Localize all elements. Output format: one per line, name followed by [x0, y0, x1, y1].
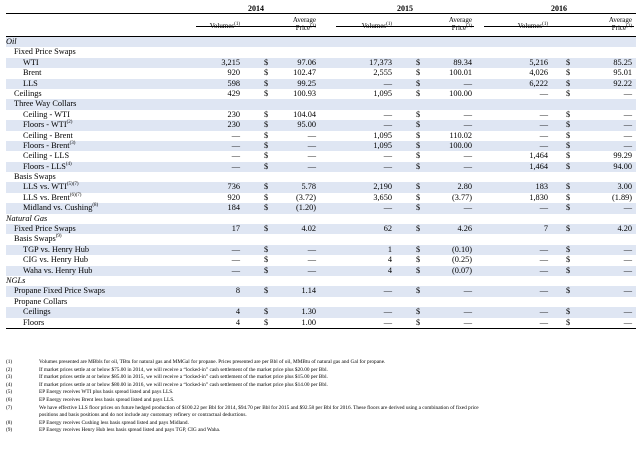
table-cell: — — [383, 78, 392, 88]
table-cell: 100.93 — [293, 88, 316, 98]
table-cell: $ — [416, 307, 421, 317]
table-cell: — — [463, 307, 472, 317]
table-cell: $ — [264, 57, 269, 67]
row-label: Floors - LLS$^{(4)}$ — [23, 161, 72, 171]
table-cell: — — [539, 120, 548, 130]
table-cell: $ — [566, 255, 571, 265]
table-cell: — — [231, 255, 240, 265]
table-cell: 598 — [227, 78, 240, 88]
table-cell: — — [623, 286, 632, 296]
row-label: WTI — [23, 57, 39, 67]
table-cell: 17 — [231, 224, 240, 234]
table-cell: (0.25) — [451, 255, 472, 265]
table-cell: 104.04 — [293, 109, 316, 119]
footnote-number: (3) — [6, 374, 13, 381]
table-cell: $ — [566, 182, 571, 192]
table-cell: $ — [416, 78, 421, 88]
table-cell: — — [623, 244, 632, 254]
table-cell: $ — [416, 130, 421, 140]
table-cell: $ — [416, 151, 421, 161]
table-cell: $ — [566, 265, 571, 275]
table-cell: 89.34 — [453, 57, 472, 67]
table-cell: $ — [264, 78, 269, 88]
table-cell: 4 — [387, 255, 392, 265]
table-cell: $ — [416, 57, 421, 67]
table-cell: — — [539, 286, 548, 296]
col-volumes-2015: Volumes$^{(1)}$ — [361, 22, 392, 30]
table-cell: $ — [416, 203, 421, 213]
footnote-text: EP Energy receives Cushing less basis spread listed and pays Midland. — [39, 419, 189, 426]
table-cell: $ — [566, 120, 571, 130]
table-cell: $ — [264, 192, 269, 202]
table-cell: — — [463, 120, 472, 130]
table-cell: — — [539, 88, 548, 98]
year-2015: 2015 — [397, 4, 413, 13]
table-cell: 100.00 — [449, 140, 472, 150]
footnote — [6, 359, 634, 367]
table-cell: $ — [566, 130, 571, 140]
table-cell: $ — [566, 68, 571, 78]
table-cell: 3,215 — [221, 57, 240, 67]
table-cell: — — [307, 140, 316, 150]
table-cell: $ — [264, 130, 269, 140]
table-cell: — — [539, 255, 548, 265]
table-cell: — — [231, 244, 240, 254]
row-label: NGLs — [6, 275, 26, 285]
col-avg-price-2014: Average Price$^{(1)}$ — [292, 16, 316, 32]
footnote-number: (2) — [6, 366, 13, 373]
footnote — [6, 382, 634, 390]
row-label: Propane Collars — [14, 296, 68, 306]
table-cell: — — [623, 140, 632, 150]
table-cell: $ — [416, 120, 421, 130]
table-row — [6, 79, 636, 89]
table-cell: — — [539, 307, 548, 317]
table-row — [6, 224, 636, 234]
table-cell: 102.47 — [293, 68, 316, 78]
table-cell: 3,650 — [373, 192, 392, 202]
table-cell: $ — [416, 317, 421, 327]
table-cell: — — [231, 265, 240, 275]
table-cell: $ — [566, 140, 571, 150]
table-cell: $ — [566, 224, 571, 234]
table-cell: $ — [416, 68, 421, 78]
row-label: Basis Swaps — [14, 172, 56, 182]
table-cell: (0.10) — [451, 244, 472, 254]
row-label: Waha vs. Henry Hub — [23, 265, 93, 275]
table-row — [6, 47, 636, 57]
table-row — [6, 110, 636, 120]
table-cell: (3.72) — [295, 192, 316, 202]
table-cell: — — [463, 317, 472, 327]
table-cell: $ — [264, 224, 269, 234]
footnote-text: positions and basis positions and do not include any customary refinery or contractual deductions. — [39, 412, 247, 419]
table-cell: — — [623, 109, 632, 119]
column-header-row — [6, 13, 636, 36]
table-cell: $ — [264, 317, 269, 327]
footnote-text: EP Energy receives Henry Hub less basis spread listed and pays TGP, CIG and Waha. — [39, 427, 221, 434]
table-cell: — — [623, 203, 632, 213]
table-cell: — — [383, 161, 392, 171]
table-cell: — — [623, 265, 632, 275]
footnote — [6, 389, 634, 397]
table-row — [6, 297, 636, 307]
hedge-table — [6, 4, 636, 329]
table-cell: 1.14 — [301, 286, 316, 296]
table-cell: (1.20) — [295, 203, 316, 213]
footnote-text: Volumes presented are MBbls for oil, TBtu for natural gas and MMGal for propane. Prices presented are per Bbl of oil, MMBtu of natural gas and Gal for propane. — [39, 359, 386, 365]
table-cell: — — [463, 109, 472, 119]
table-cell: 7 — [543, 224, 548, 234]
table-cell: $ — [264, 265, 269, 275]
footnote-number: (1) — [6, 359, 13, 365]
table-cell: $ — [416, 140, 421, 150]
table-cell: 17,373 — [369, 57, 392, 67]
table-cell: — — [307, 244, 316, 254]
table-cell: $ — [264, 109, 269, 119]
table-cell: 4,026 — [529, 68, 548, 78]
footnote-number: (8) — [6, 419, 13, 426]
table-bottom-rule — [6, 328, 636, 329]
table-cell: $ — [264, 120, 269, 130]
table-cell: 62 — [383, 224, 392, 234]
table-row — [6, 89, 636, 99]
row-label: Floors — [23, 317, 45, 327]
table-cell: $ — [566, 88, 571, 98]
table-cell: $ — [264, 161, 269, 171]
table-cell: $ — [566, 286, 571, 296]
table-cell: — — [539, 203, 548, 213]
table-cell: — — [623, 307, 632, 317]
table-cell: 2.80 — [457, 182, 472, 192]
table-cell: 230 — [227, 109, 240, 119]
table-row — [6, 276, 636, 286]
table-cell: 920 — [227, 192, 240, 202]
table-cell: 1,095 — [373, 140, 392, 150]
footnote-text: If market prices settle at or below $75.00 in 2014, we will receive a “locked-in” cash settlement of the market price plus $20.00 per Bbl. — [39, 366, 328, 373]
row-label: Floors - WTI$^{(2)}$ — [23, 120, 73, 130]
footnote-number: (5) — [6, 389, 13, 396]
table-cell: $ — [416, 286, 421, 296]
row-label: LLS vs. Brent$^{(6)(7)}$ — [23, 192, 82, 202]
table-cell: $ — [416, 244, 421, 254]
table-cell: $ — [416, 224, 421, 234]
row-label: Ceiling - Brent — [23, 130, 73, 140]
table-cell: $ — [264, 88, 269, 98]
table-cell: $ — [264, 286, 269, 296]
table-cell: $ — [566, 161, 571, 171]
row-label: TGP vs. Henry Hub — [23, 244, 90, 254]
table-row — [6, 266, 636, 276]
row-label: Floors - Brent$^{(3)}$ — [23, 140, 76, 150]
row-label: Natural Gas — [6, 213, 48, 223]
footnote — [6, 374, 634, 382]
footnote-text: EP Energy receives WTI plus basis spread listed and pays LLS. — [39, 389, 174, 396]
table-cell: 736 — [227, 182, 240, 192]
col-volumes-2014: Volumes$^{(1)}$ — [209, 22, 240, 30]
table-cell: — — [539, 265, 548, 275]
table-cell: 429 — [227, 88, 240, 98]
footnotes — [6, 359, 634, 435]
table-cell: $ — [264, 151, 269, 161]
row-label: CIG vs. Henry Hub — [23, 255, 88, 265]
table-cell: — — [231, 130, 240, 140]
table-row — [6, 203, 636, 213]
table-cell: 2,190 — [373, 182, 392, 192]
table-cell: 97.06 — [297, 57, 316, 67]
table-cell: $ — [566, 307, 571, 317]
table-cell: (0.07) — [451, 265, 472, 275]
table-cell: — — [539, 317, 548, 327]
table-cell: 95.00 — [297, 120, 316, 130]
table-cell: 110.02 — [449, 130, 472, 140]
table-cell: 4 — [235, 317, 240, 327]
table-cell: — — [307, 255, 316, 265]
table-cell: $ — [566, 151, 571, 161]
table-cell: $ — [264, 68, 269, 78]
table-cell: 1,464 — [529, 161, 548, 171]
table-row — [6, 318, 636, 328]
table-cell: 92.22 — [613, 78, 632, 88]
table-row — [6, 172, 636, 182]
table-cell: — — [307, 130, 316, 140]
table-cell: 5,216 — [529, 57, 548, 67]
table-cell: $ — [566, 109, 571, 119]
table-cell: — — [231, 140, 240, 150]
table-cell: 1,464 — [529, 151, 548, 161]
table-cell: — — [463, 161, 472, 171]
table-cell: — — [307, 265, 316, 275]
row-label: Basis Swaps$^{(9)}$ — [14, 234, 62, 244]
table-cell: — — [307, 151, 316, 161]
table-cell: 230 — [227, 120, 240, 130]
year-header-row — [6, 4, 636, 13]
row-label: Ceilings — [23, 307, 51, 317]
table-cell: 1,095 — [373, 88, 392, 98]
table-cell: — — [539, 109, 548, 119]
table-cell: 1,095 — [373, 130, 392, 140]
footnote-number: (4) — [6, 381, 13, 388]
table-cell: 1.30 — [301, 307, 316, 317]
table-cell: $ — [416, 88, 421, 98]
footnote — [6, 397, 634, 405]
table-cell: 1,830 — [529, 192, 548, 202]
table-cell: $ — [416, 161, 421, 171]
table-cell: — — [623, 255, 632, 265]
table-row — [6, 37, 636, 47]
table-row — [6, 182, 636, 192]
table-cell: — — [539, 130, 548, 140]
table-cell: $ — [264, 307, 269, 317]
table-row — [6, 286, 636, 296]
table-cell: $ — [566, 192, 571, 202]
table-cell: — — [539, 244, 548, 254]
table-cell: — — [463, 78, 472, 88]
table-cell: 5.78 — [301, 182, 316, 192]
table-row — [6, 68, 636, 78]
col-avg-price-2016: Average Price$^{(1)}$ — [608, 16, 632, 32]
table-cell: — — [383, 151, 392, 161]
table-cell: — — [307, 161, 316, 171]
table-cell: 85.25 — [613, 57, 632, 67]
table-cell: 183 — [535, 182, 548, 192]
table-cell: 4.26 — [457, 224, 472, 234]
table-cell: $ — [566, 57, 571, 67]
table-cell: 4.20 — [617, 224, 632, 234]
table-cell: 184 — [227, 203, 240, 213]
table-row — [6, 141, 636, 151]
table-row — [6, 307, 636, 317]
table-cell: $ — [416, 255, 421, 265]
table-cell: $ — [566, 317, 571, 327]
table-cell: — — [623, 88, 632, 98]
row-label: Fixed Price Swaps — [14, 47, 76, 57]
col-volumes-2016: Volumes$^{(1)}$ — [517, 22, 548, 30]
footnote-text: If market prices settle at or below $80.00 in 2016, we will receive a “locked-in” cash settlement of the market price plus $14.00 per Bbl. — [39, 381, 328, 388]
table-cell: — — [383, 307, 392, 317]
table-row — [6, 99, 636, 109]
table-cell: — — [383, 317, 392, 327]
row-label: LLS vs. $WTI^{(5)(7)}$ — [23, 182, 79, 192]
row-label: LLS — [23, 78, 38, 88]
table-cell: $ — [416, 192, 421, 202]
table-row — [6, 255, 636, 265]
table-row — [6, 162, 636, 172]
table-cell: 4 — [235, 307, 240, 317]
table-cell: 94.00 — [613, 161, 632, 171]
footnote-text: EP Energy receives Brent less basis spread listed and pays LLS. — [39, 396, 175, 403]
table-cell: $ — [416, 182, 421, 192]
table-row — [6, 58, 636, 68]
table-cell: — — [463, 203, 472, 213]
table-cell: — — [383, 286, 392, 296]
table-cell: $ — [264, 182, 269, 192]
row-label: Brent — [23, 68, 42, 78]
table-cell: 920 — [227, 68, 240, 78]
table-cell: — — [539, 140, 548, 150]
row-label: Oil — [6, 37, 17, 46]
year-2016: 2016 — [551, 4, 567, 13]
footnote — [6, 420, 634, 428]
table-cell: — — [623, 317, 632, 327]
table-cell: — — [623, 130, 632, 140]
row-label: Ceilings — [14, 88, 42, 98]
table-cell: (3.77) — [451, 192, 472, 202]
table-cell: $ — [566, 78, 571, 88]
table-cell: 6,222 — [529, 78, 548, 88]
table-cell: (1.89) — [611, 192, 632, 202]
table-row — [6, 151, 636, 161]
table-cell: $ — [566, 244, 571, 254]
table-cell: $ — [264, 255, 269, 265]
footnote-number: (9) — [6, 427, 13, 434]
table-cell: 99.25 — [297, 78, 316, 88]
table-cell: 100.00 — [449, 88, 472, 98]
table-cell: $ — [566, 203, 571, 213]
footnote — [6, 412, 634, 420]
row-label: Propane Fixed Price Swaps — [14, 286, 106, 296]
table-cell: — — [231, 151, 240, 161]
table-cell: — — [383, 109, 392, 119]
table-cell: — — [231, 161, 240, 171]
table-cell: — — [383, 203, 392, 213]
table-cell: $ — [264, 140, 269, 150]
table-cell: 100.01 — [449, 68, 472, 78]
table-cell: 95.01 — [613, 68, 632, 78]
table-row — [6, 234, 636, 244]
table-cell: 99.29 — [613, 151, 632, 161]
table-cell: — — [463, 151, 472, 161]
table-cell: 1 — [387, 244, 392, 254]
table-cell: — — [383, 120, 392, 130]
table-row — [6, 120, 636, 130]
year-2014: 2014 — [248, 4, 264, 13]
footnote — [6, 427, 634, 435]
table-body — [6, 37, 636, 329]
table-cell: — — [623, 120, 632, 130]
footnote-text: We have effective LLS floor prices on future hedged production of $100.22 per Bbl for 2014, $94.70 per Bbl for 2015 and $92.58 per Bbl for 2016. These floors are derived using a combination of fixed price — [39, 404, 479, 411]
table-cell: 4 — [387, 265, 392, 275]
table-cell: — — [463, 286, 472, 296]
table-cell: $ — [416, 265, 421, 275]
table-row — [6, 193, 636, 203]
table-row — [6, 245, 636, 255]
table-row — [6, 131, 636, 141]
row-label: Ceiling - WTI — [23, 109, 70, 119]
row-label: Midland vs. Cushing$^{(8)}$ — [23, 203, 99, 213]
table-cell: $ — [264, 203, 269, 213]
table-cell: $ — [416, 109, 421, 119]
table-cell: 1.00 — [301, 317, 316, 327]
table-cell: 3.00 — [617, 182, 632, 192]
row-label: Ceiling - LLS — [23, 151, 70, 161]
footnote-text: If market prices settle at or below $85.00 in 2015, we will receive a “locked-in” cash settlement of the market price plus $15.00 per Bbl. — [39, 374, 328, 381]
table-cell: 4.02 — [301, 224, 316, 234]
table-cell: $ — [264, 244, 269, 254]
table-row — [6, 214, 636, 224]
row-label: Fixed Price Swaps — [14, 224, 76, 234]
footnote-number: (6) — [6, 396, 13, 403]
row-label: Three Way Collars — [14, 99, 77, 109]
footnote-number: (7) — [6, 404, 13, 411]
col-avg-price-2015: Average Price$^{(1)}$ — [448, 16, 472, 32]
table-cell: 8 — [235, 286, 240, 296]
table-cell: 2,555 — [373, 68, 392, 78]
